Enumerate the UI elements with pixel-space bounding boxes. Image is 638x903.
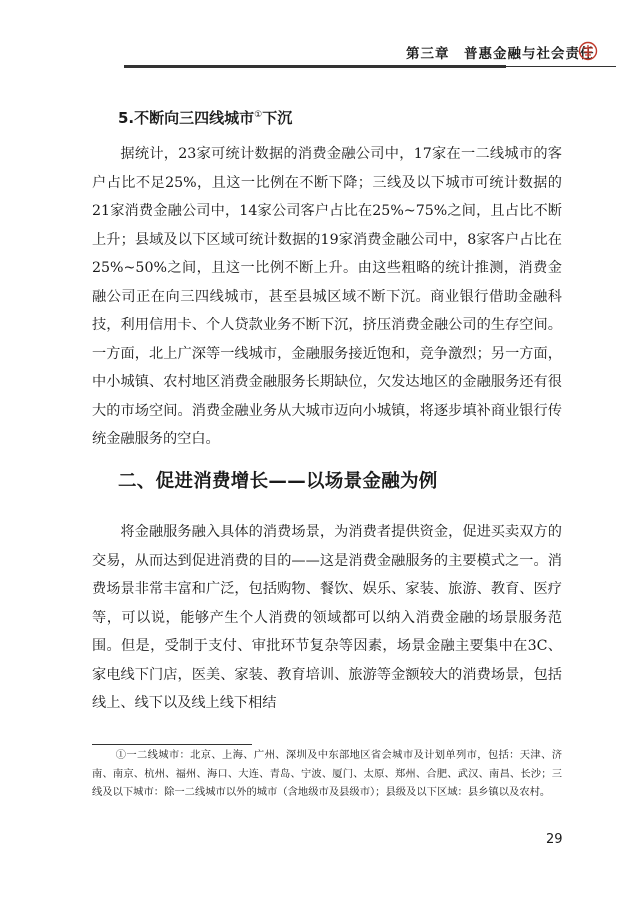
footnote-text: ①一二线城市：北京、上海、广州、深圳及中东部地区省会城市及计划单列市，包括：天津、济南、南京、杭州、福州、海口、大连、青岛、宁波、厦门、太原、郑州、合肥、武汉、南昌、长沙；三线及以下城市：除一二线城市以外的城市（含地级市及县级市）；县级及以下区域：县乡镇以及农村。 <box>92 749 562 798</box>
section-heading-text: 5.不断向三四线城市 <box>118 109 255 127</box>
header-rule-thick <box>124 65 506 68</box>
page-number: 29 <box>546 832 563 847</box>
paragraph-text: 据统计，23家可统计数据的消费金融公司中，17家在一二线城市的客户占比不足25%，且这一比例在不断下降；三线及以下城市可统计数据的21家消费金融公司中，14家公司客户占比在25%~75%之间，且占比不断上升；县域及以下区域可统计数据的19家消费金融公司中，8家客户占比在25%~50%之间，且这一比例不断上升。由这些粗略的统计推测，消费金融公司正在向三四线城市，甚至县城区域不断下沉。商业银行借助金融科技，利用信用卡、个人贷款业务不断下沉，挤压消费金融公司的生存空间。一方面，北上广深等一线城市，金融服务接近饱和，竞争激烈；另一方面，中小城镇、农村地区消费金融服务长期缺位，欠发达地区的金融服务还有很大的市场空间。消费金融业务从大城市迈向小城镇，将逐步填补商业银行传统金融服务的空白。 <box>92 146 562 447</box>
body-paragraph-1 <box>92 140 562 454</box>
footnote-divider <box>92 744 252 745</box>
header-rule-thin <box>506 66 616 67</box>
body-paragraph-2 <box>92 518 562 718</box>
running-header-title: 第三章 普惠金融与社会责任 <box>406 46 595 62</box>
chapter-heading: 二、促进消费增长——以场景金融为例 <box>118 471 438 492</box>
section-heading-tail: 下沉 <box>262 109 293 127</box>
paragraph-text: 将金融服务融入具体的消费场景，为消费者提供资金，促进买卖双方的交易，从而达到促进消费的目的——这是消费金融服务的主要模式之一。消费场景非常丰富和广泛，包括购物、餐饮、娱乐、家装、旅游、教育、医疗等，可以说，能够产生个人消费的领域都可以纳入消费金融的场景服务范围。但是，受制于支付、审批环节复杂等因素，场景金融主要集中在3C、家电线下门店，医美、家装、教育培训、旅游等金额较大的消费场景，包括线上、线下以及线上线下相结 <box>92 524 562 711</box>
seal-logo-icon <box>578 41 598 61</box>
running-header <box>406 41 595 63</box>
section-heading <box>118 107 292 128</box>
footnote <box>92 746 562 802</box>
footnote-marker[interactable]: ① <box>254 110 263 120</box>
